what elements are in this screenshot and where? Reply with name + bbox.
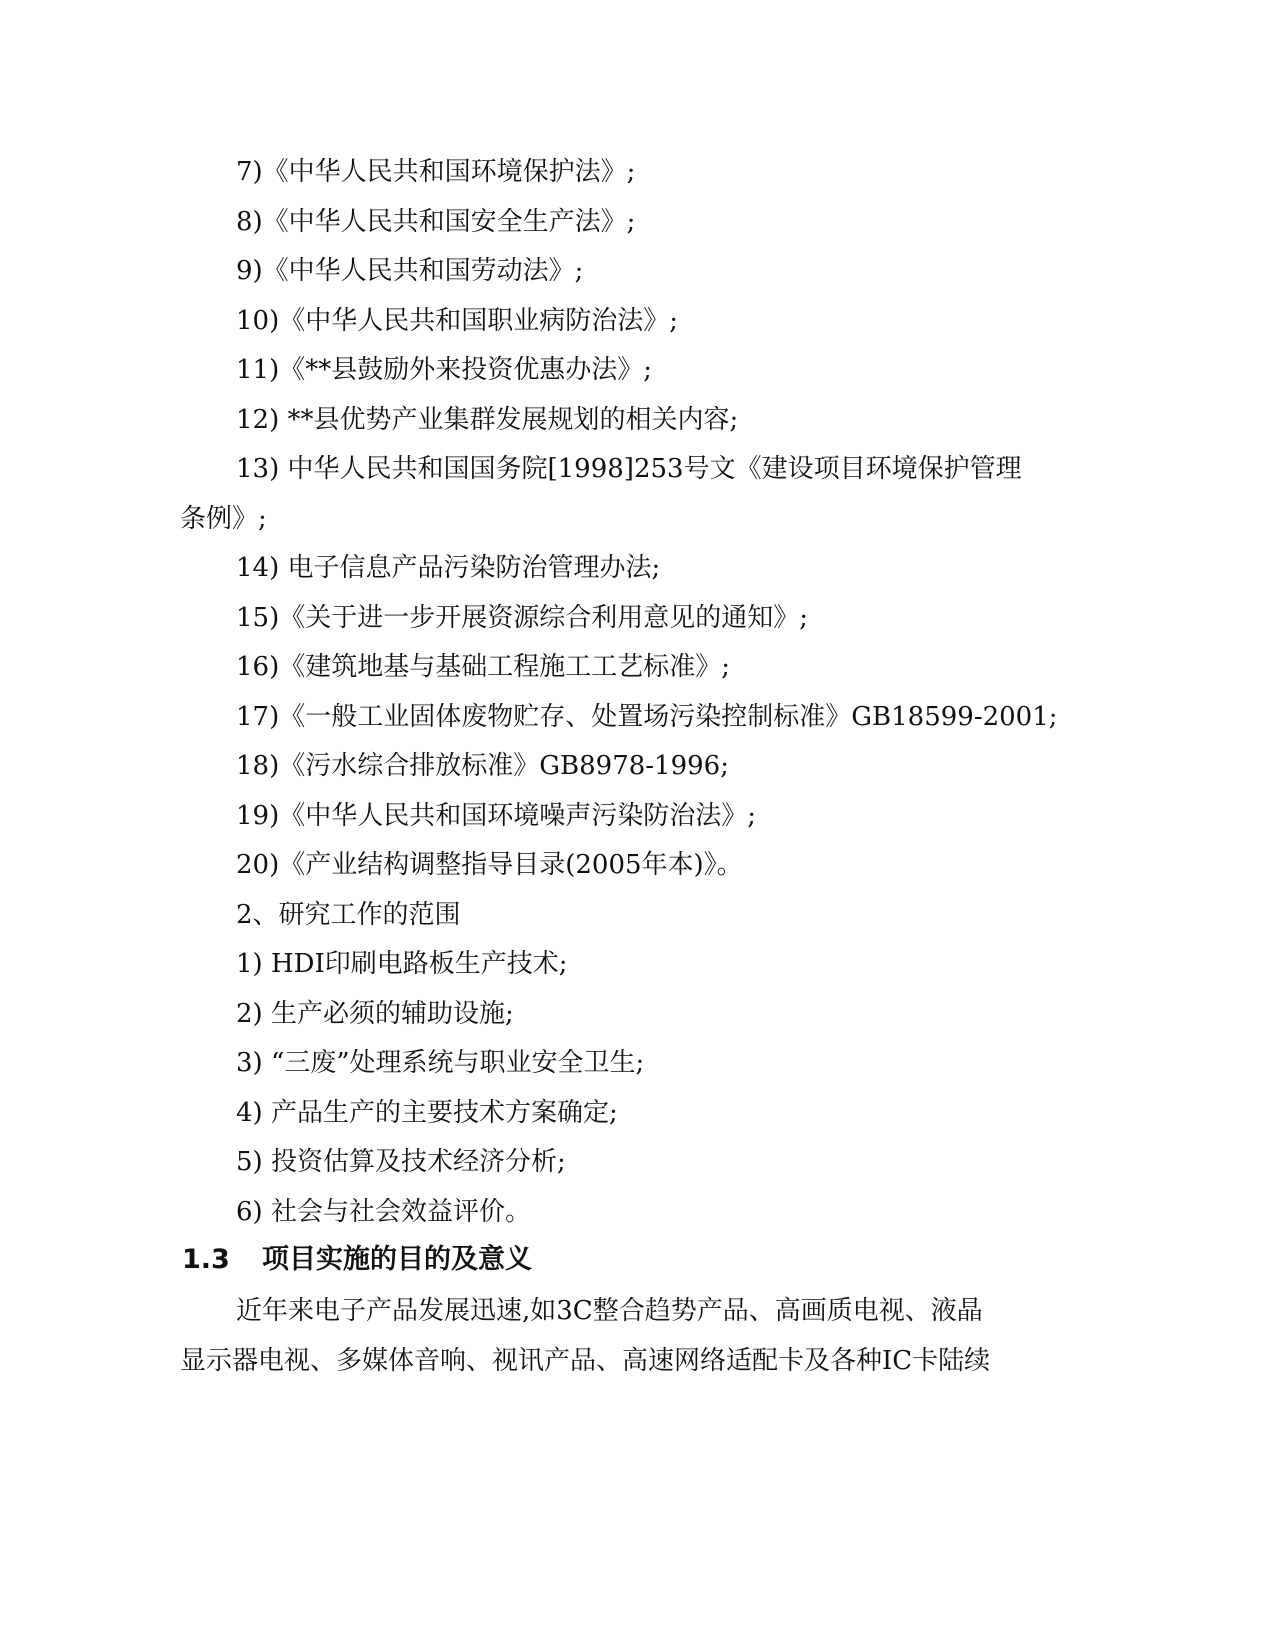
basis-item-19: 19)《中华人民共和国环境噪声污染防治法》; <box>236 801 756 831</box>
scope-item-4: 4) 产品生产的主要技术方案确定; <box>236 1098 618 1128</box>
basis-item-13-continued: 条例》; <box>180 504 267 534</box>
basis-item-13: 13) 中华人民共和国国务院[1998]253号文《建设项目环境保护管理 <box>236 454 1022 484</box>
scope-title: 2、研究工作的范围 <box>236 900 461 930</box>
section-paragraph-line-1: 近年来电子产品发展迅速,如3C整合趋势产品、高画质电视、液晶 <box>236 1296 983 1326</box>
scope-item-5: 5) 投资估算及技术经济分析; <box>236 1147 566 1177</box>
basis-item-12: 12) **县优势产业集群发展规划的相关内容; <box>236 405 739 435</box>
basis-item-7: 7)《中华人民共和国环境保护法》; <box>236 157 636 187</box>
scope-item-2: 2) 生产必须的辅助设施; <box>236 999 514 1029</box>
basis-item-17: 17)《一般工业固体废物贮存、处置场污染控制标准》GB18599-2001; <box>236 702 1058 732</box>
scope-item-3: 3) “三废”处理系统与职业安全卫生; <box>236 1048 645 1078</box>
basis-item-16: 16)《建筑地基与基础工程施工工艺标准》; <box>236 652 730 682</box>
basis-item-20: 20)《产业结构调整指导目录(2005年本)》。 <box>236 850 743 880</box>
scope-item-1: 1) HDI印刷电路板生产技术; <box>236 949 568 979</box>
basis-item-15: 15)《关于进一步开展资源综合利用意见的通知》; <box>236 603 808 633</box>
basis-item-9: 9)《中华人民共和国劳动法》; <box>236 256 584 286</box>
basis-item-11: 11)《**县鼓励外来投资优惠办法》; <box>236 355 652 385</box>
scope-item-6: 6) 社会与社会效益评价。 <box>236 1197 531 1227</box>
section-paragraph-line-2: 显示器电视、多媒体音响、视讯产品、高速网络适配卡及各种IC卡陆续 <box>180 1346 991 1376</box>
section-number: 1.3 <box>182 1244 230 1275</box>
basis-item-10: 10)《中华人民共和国职业病防治法》; <box>236 306 678 336</box>
section-title: 项目实施的目的及意义 <box>262 1244 532 1275</box>
basis-item-14: 14) 电子信息产品污染防治管理办法; <box>236 553 661 583</box>
basis-item-8: 8)《中华人民共和国安全生产法》; <box>236 207 636 237</box>
basis-item-18: 18)《污水综合排放标准》GB8978-1996; <box>236 751 729 781</box>
section-heading <box>182 1243 1082 1277</box>
